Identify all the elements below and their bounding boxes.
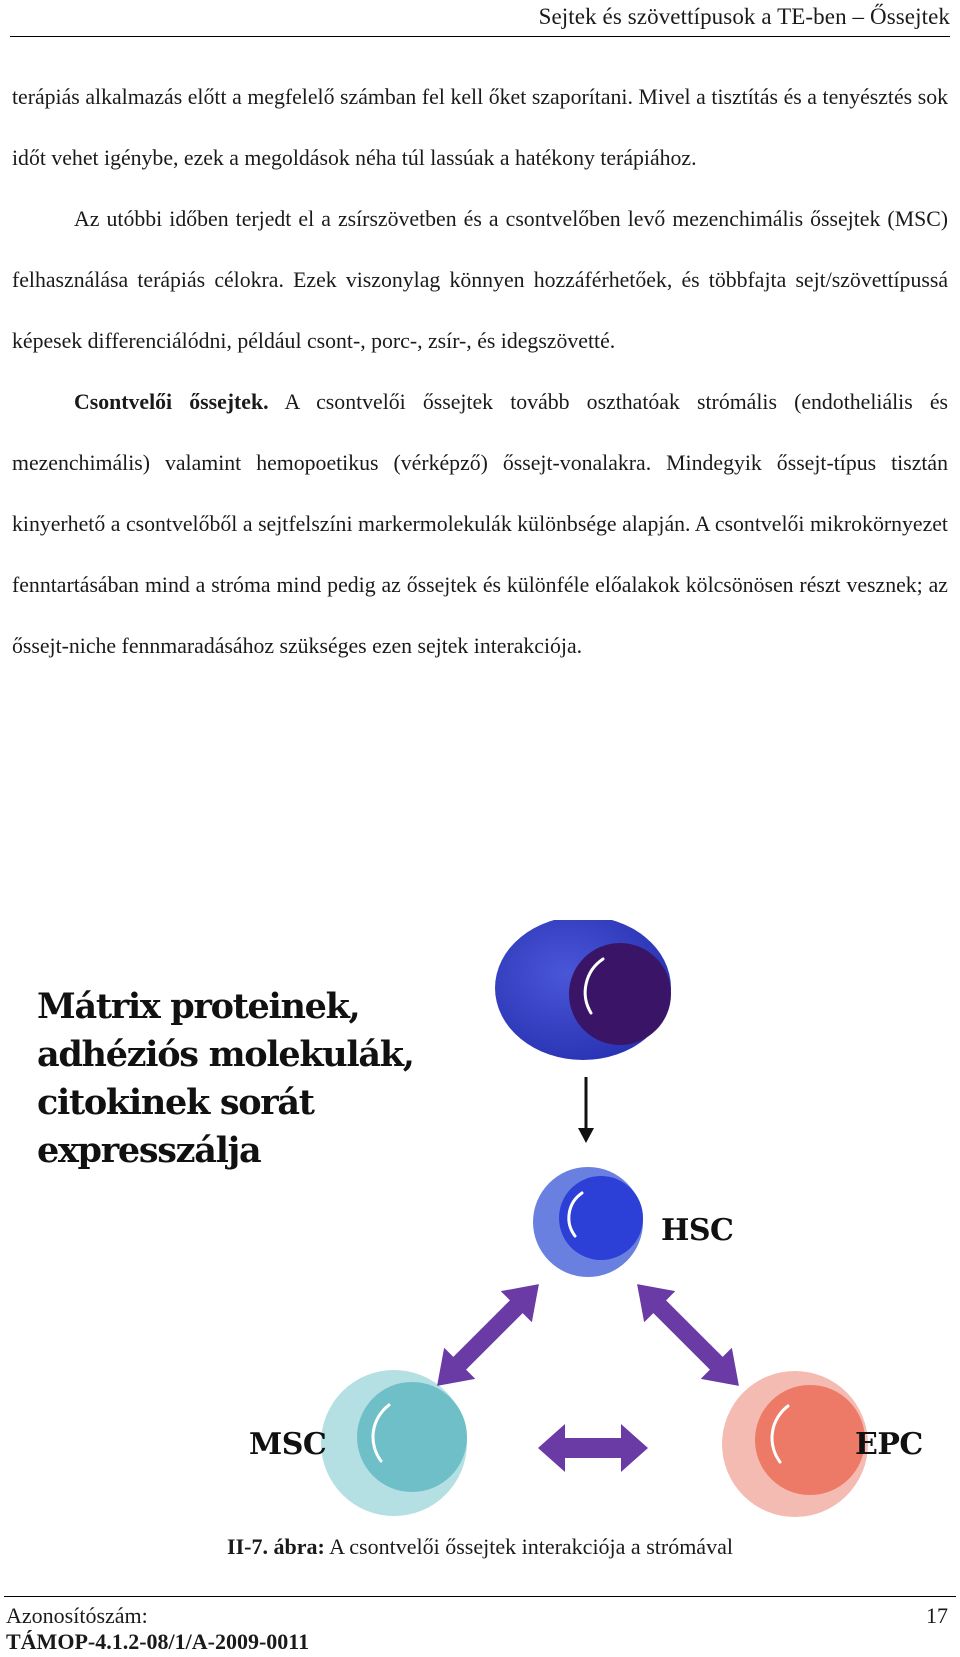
down-arrow-icon [578, 1077, 594, 1143]
msc-label: MSC [249, 1427, 327, 1462]
stromal-cell-icon [495, 920, 671, 1060]
epc-label: EPC [855, 1427, 923, 1462]
paragraph-3-text: A csontvelői őssejtek tovább oszthatóak strómális (endotheliális és mezenchimális) valamint hemopoetikus (vérképző) őssejt-vonalakra. Mindegyik őssejt-típus tisztán kinyerhető a csontvelőből a sejtfelszíni markermolekulák különbsége alapján. A csontvelői mikrokörnyezet fenntartásában mind a stróma mind pedig az őssejtek és különféle előalakok kölcsönösen részt vesznek; az őssejt-niche fennmaradásához szükséges ezen sejtek interakciója. [12, 390, 948, 658]
body-text [12, 67, 948, 677]
hsc-cell-nucleus [559, 1176, 643, 1260]
figure-title [37, 983, 414, 1175]
paragraph-2: Az utóbbi időben terjedt el a zsírszövetben és a csontvelőben levő mezenchimális őssejtek (MSC) felhasználása terápiás célokra. Ezek viszonylag könnyen hozzáférhetőek, és többfajta sejt/szövettípussá képesek differenciálódni, például csont-, porc-, zsír-, és idegszövetté. [12, 207, 948, 353]
hsc-cell-icon [533, 1167, 643, 1277]
figure-title-line-1: Mátrix proteinek, [37, 986, 360, 1027]
figure-title-line-2: adhéziós molekulák, [37, 1034, 414, 1075]
msc-cell-icon [321, 1370, 467, 1516]
header-divider [10, 36, 950, 37]
msc-epc-double-arrow-icon [538, 1424, 648, 1472]
footer-project-code: TÁMOP-4.1.2-08/1/A-2009-0011 [6, 1629, 310, 1654]
footer-page-number: 17 [926, 1603, 948, 1628]
paragraph-1: terápiás alkalmazás előtt a megfelelő számban fel kell őket szaporítani. Mivel a tisztítás és a tenyésztés sok időt vehet igénybe, ezek a megoldások néha túl lassúak a hatékony terápiához. [12, 85, 948, 170]
footer-divider [4, 1596, 956, 1597]
figure-caption [0, 1534, 960, 1560]
epc-cell-icon [722, 1371, 868, 1517]
hsc-msc-double-arrow-icon [422, 1269, 555, 1402]
hsc-label: HSC [661, 1213, 734, 1248]
footer-id-label: Azonosítószám: [6, 1603, 148, 1628]
figure-title-line-3: citokinek sorát [37, 1082, 314, 1123]
running-header-title: Sejtek és szövettípusok a TE-ben – Őssejtek [538, 4, 950, 29]
paragraph-3-lead: Csontvelői őssejtek. [74, 390, 269, 414]
figure-caption-text: A csontvelői őssejtek interakciója a strómával [324, 1534, 733, 1559]
figure-caption-label: II-7. ábra: [227, 1534, 325, 1559]
hsc-epc-double-arrow-icon [622, 1269, 755, 1402]
figure-title-line-4: expresszálja [37, 1130, 261, 1171]
paragraph-3 [12, 372, 948, 677]
